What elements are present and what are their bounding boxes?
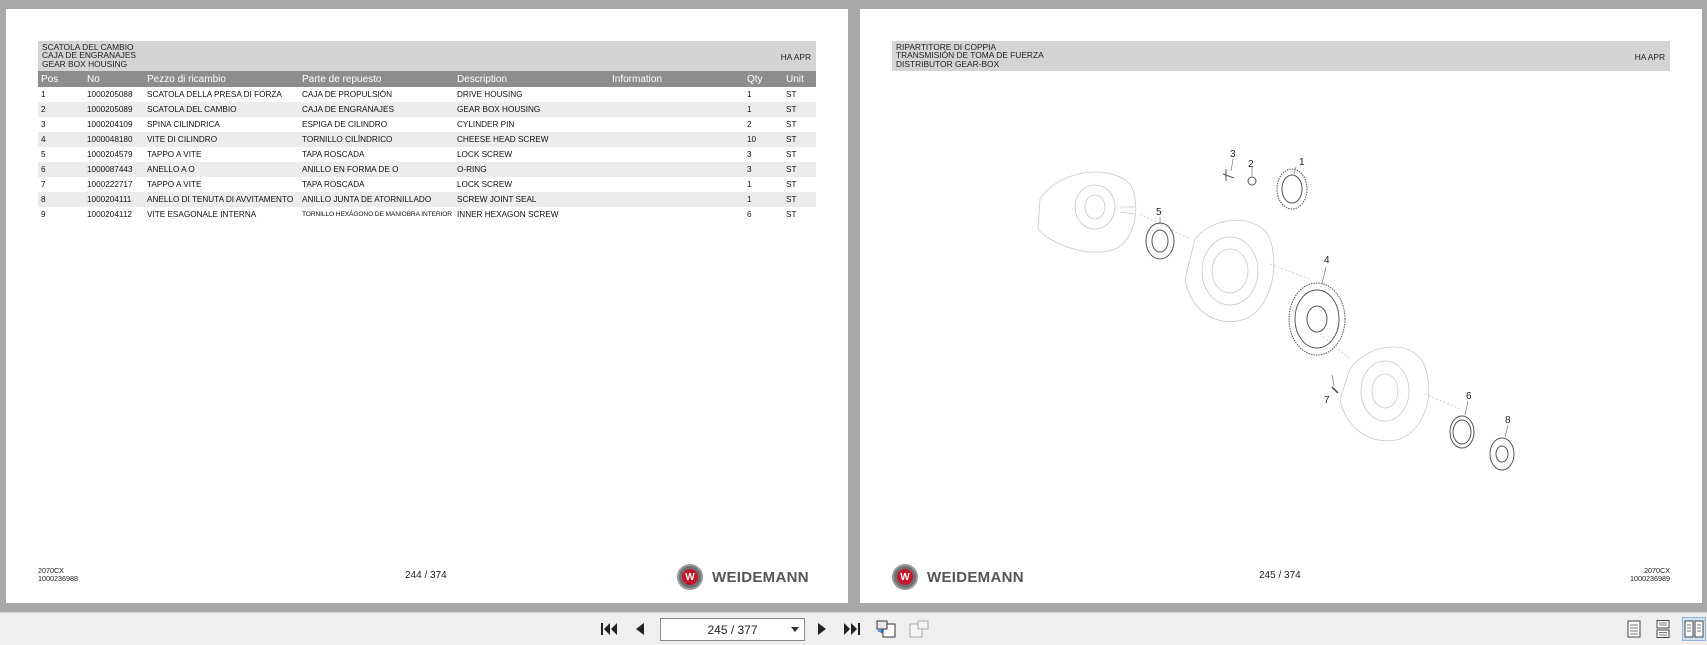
- section-title-es: TRANSMISIÓN DE TOMA DE FUERZA: [896, 50, 1044, 61]
- cell-es: ANILLO EN FORMA DE O: [299, 162, 454, 177]
- table-row: [38, 87, 816, 102]
- callout-4: 4: [1324, 255, 1330, 266]
- cell-no: 1000087443: [84, 162, 144, 177]
- table-row: [38, 162, 816, 177]
- cell-it: VITE ESAGONALE INTERNA: [147, 210, 257, 219]
- page-number-select[interactable]: [660, 618, 805, 641]
- cell-info: [609, 207, 744, 222]
- section-code: HA APR: [1634, 52, 1665, 62]
- cell-info: [609, 162, 744, 177]
- footer-doc-number: 1000236989: [1630, 574, 1670, 583]
- cell-pos: 7: [41, 180, 46, 189]
- section-title-es: CAJA DE ENGRANAJES: [42, 50, 137, 61]
- cell-qty: 1: [747, 90, 752, 99]
- cell-unit: ST: [786, 210, 797, 219]
- callout-7: 7: [1324, 395, 1330, 406]
- table-row: [38, 132, 816, 147]
- cell-qty: 2: [747, 120, 752, 129]
- cell-en: GEAR BOX HOUSING: [454, 102, 609, 117]
- cell-it: TAPPO A VITE: [147, 150, 202, 159]
- go-back-icon: [875, 619, 897, 639]
- cell-es: TORNILLO CILÍNDRICO: [299, 132, 454, 147]
- section-title-en: GEAR BOX HOUSING: [42, 58, 128, 69]
- first-page-button[interactable]: [597, 617, 621, 641]
- cell-no: 1000048180: [84, 132, 144, 147]
- table-row: [38, 117, 816, 132]
- cell-qty: 10: [744, 132, 783, 147]
- cell-es: TAPA ROSCADA: [302, 180, 365, 189]
- section-titles: [42, 43, 136, 68]
- cell-pos: 9: [41, 210, 46, 219]
- cell-pos: 5: [41, 150, 46, 159]
- last-page-icon: [843, 621, 861, 637]
- go-back-button[interactable]: [874, 617, 898, 641]
- part-2-shape: [1248, 177, 1256, 185]
- cell-it: SCATOLA DELLA PRESA DI FORZA: [147, 90, 282, 99]
- cell-it: ANELLO A O: [144, 162, 299, 177]
- col-header-pos: Pos: [38, 71, 84, 87]
- single-page-view-button[interactable]: [1622, 617, 1646, 641]
- table-row: [38, 207, 816, 222]
- logo-text: WEIDEMANN: [712, 568, 809, 586]
- diagram-parts: [1146, 159, 1514, 470]
- two-page-view-button[interactable]: [1682, 617, 1706, 641]
- part-8-shape: [1490, 438, 1514, 470]
- col-header-qty: Qty: [744, 71, 783, 87]
- cell-no: 1000204112: [87, 210, 132, 219]
- viewer-toolbar: [0, 612, 1707, 645]
- footer-page-number: 244 / 374: [405, 570, 447, 581]
- callout-3: 3: [1230, 149, 1236, 160]
- cell-qty: 6: [747, 210, 752, 219]
- cell-unit: ST: [786, 120, 797, 129]
- cell-it: ANELLO DI TENUTA DI AVVITAMENTO: [144, 192, 299, 207]
- cell-it: SCATOLA DEL CAMBIO: [144, 102, 299, 117]
- footer-doc-number: 1000236988: [38, 574, 78, 583]
- cell-en: CHEESE HEAD SCREW: [454, 132, 609, 147]
- cell-info: [609, 102, 744, 117]
- logo-badge-icon: W: [677, 564, 703, 590]
- table-header-row: [38, 71, 816, 87]
- next-page-icon: [815, 621, 829, 637]
- cell-info: [609, 177, 744, 192]
- cell-pos: 2: [38, 102, 84, 117]
- section-titles: [896, 43, 1044, 68]
- cell-unit: ST: [786, 150, 797, 159]
- table-row: [38, 192, 816, 207]
- col-header-info: Information: [609, 71, 744, 87]
- cell-info: [609, 147, 744, 162]
- logo-badge-icon: W: [892, 564, 918, 590]
- cell-no: 1000204111: [84, 192, 144, 207]
- cell-en: SCREW JOINT SEAL: [454, 192, 609, 207]
- diagram-drawing: [1038, 172, 1460, 441]
- cell-en: LOCK SCREW: [457, 180, 513, 189]
- cell-unit: ST: [783, 162, 816, 177]
- cell-en: DRIVE HOUSING: [457, 90, 523, 99]
- cell-qty: 1: [744, 102, 783, 117]
- cell-it: TAPPO A VITE: [147, 180, 202, 189]
- callout-2: 2: [1248, 159, 1254, 170]
- footer-model: 2070CX: [1644, 566, 1670, 575]
- cell-pos: 8: [38, 192, 84, 207]
- continuous-page-icon: [1654, 620, 1672, 638]
- exploded-parts-diagram: [1020, 129, 1560, 489]
- two-page-icon: [1684, 620, 1704, 638]
- single-page-icon: [1626, 620, 1642, 638]
- cell-it: SPINA CILINDRICA: [147, 120, 220, 129]
- table-row: [38, 177, 816, 192]
- part-4-shape: [1289, 283, 1345, 355]
- cell-en: CYLINDER PIN: [457, 120, 515, 129]
- chevron-down-icon: [791, 627, 799, 632]
- col-header-unit: Unit: [783, 71, 816, 87]
- cell-es: ESPIGA DE CILINDRO: [302, 120, 388, 129]
- right-page: [860, 9, 1702, 603]
- cell-qty: 3: [747, 150, 752, 159]
- parts-table: [38, 71, 816, 222]
- footer-doc-info: [38, 567, 78, 583]
- weidemann-logo: [892, 564, 1024, 590]
- cell-qty: 1: [744, 192, 783, 207]
- logo-text: WEIDEMANN: [927, 568, 1024, 586]
- cell-info: [609, 117, 744, 132]
- cell-es: ANILLO JUNTA DE ATORNILLADO: [299, 192, 454, 207]
- continuous-view-button[interactable]: [1651, 617, 1675, 641]
- cell-pos: 4: [38, 132, 84, 147]
- cell-it: VITE DI CILINDRO: [144, 132, 299, 147]
- cell-info: [609, 192, 744, 207]
- callout-8: 8: [1505, 415, 1511, 426]
- section-code: HA APR: [780, 52, 811, 62]
- cell-info: [609, 132, 744, 147]
- weidemann-logo: [677, 564, 809, 590]
- part-6-shape: [1450, 416, 1474, 448]
- cell-es: TAPA ROSCADA: [302, 150, 365, 159]
- prev-page-button[interactable]: [628, 617, 652, 641]
- part-3-shape: [1223, 169, 1234, 181]
- section-title-it: SCATOLA DEL CAMBIO: [42, 42, 134, 52]
- cell-unit: ST: [786, 180, 797, 189]
- col-header-it: Pezzo di ricambio: [144, 71, 299, 87]
- cell-qty: 1: [747, 180, 752, 189]
- section-header: [38, 41, 816, 71]
- cell-no: 1000222717: [87, 180, 133, 189]
- cell-en: O-RING: [454, 162, 609, 177]
- col-header-es: Parte de repuesto: [299, 71, 454, 87]
- cell-info: [609, 87, 744, 102]
- next-page-button[interactable]: [810, 617, 834, 641]
- cell-pos: 1: [41, 90, 46, 99]
- cell-no: 1000205088: [87, 90, 133, 99]
- footer-page-number: 245 / 374: [1259, 570, 1301, 581]
- prev-page-icon: [633, 621, 647, 637]
- last-page-button[interactable]: [840, 617, 864, 641]
- table-row: [38, 147, 816, 162]
- callout-6: 6: [1466, 391, 1472, 402]
- part-7-shape: [1332, 387, 1338, 393]
- callout-5: 5: [1156, 207, 1162, 218]
- cell-en: LOCK SCREW: [457, 150, 513, 159]
- cell-no: 1000205089: [84, 102, 144, 117]
- cell-unit: ST: [783, 102, 816, 117]
- cell-es: CAJA DE ENGRANAJES: [299, 102, 454, 117]
- first-page-icon: [600, 621, 618, 637]
- section-title-it: RIPARTITORE DI COPPIA: [896, 42, 997, 52]
- cell-pos: 3: [41, 120, 46, 129]
- table-row: [38, 102, 816, 117]
- footer-doc-info: [1630, 567, 1670, 583]
- part-5-shape: [1146, 223, 1174, 259]
- go-forward-icon: [908, 619, 930, 639]
- section-title-en: DISTRIBUTOR GEAR-BOX: [896, 58, 1000, 69]
- callout-1: 1: [1299, 157, 1305, 168]
- cell-en: INNER HEXAGON SCREW: [457, 210, 559, 219]
- cell-pos: 6: [38, 162, 84, 177]
- cell-unit: ST: [783, 132, 816, 147]
- cell-es: TORNILLO HEXÁGONO DE MANIOBRA INTERIOR: [302, 211, 452, 218]
- left-page: [6, 9, 848, 603]
- col-header-no: No: [84, 71, 144, 87]
- footer-model: 2070CX: [38, 566, 64, 575]
- cell-unit: ST: [786, 90, 797, 99]
- cell-no: 1000204109: [87, 120, 133, 129]
- section-header: [892, 41, 1670, 71]
- go-forward-button[interactable]: [907, 617, 931, 641]
- cell-unit: ST: [783, 192, 816, 207]
- cell-es: CAJA DE PROPULSIÓN: [302, 90, 393, 99]
- cell-no: 1000204579: [87, 150, 133, 159]
- page-number-value: 245 / 377: [707, 622, 758, 637]
- col-header-en: Description: [454, 71, 609, 87]
- cell-qty: 3: [744, 162, 783, 177]
